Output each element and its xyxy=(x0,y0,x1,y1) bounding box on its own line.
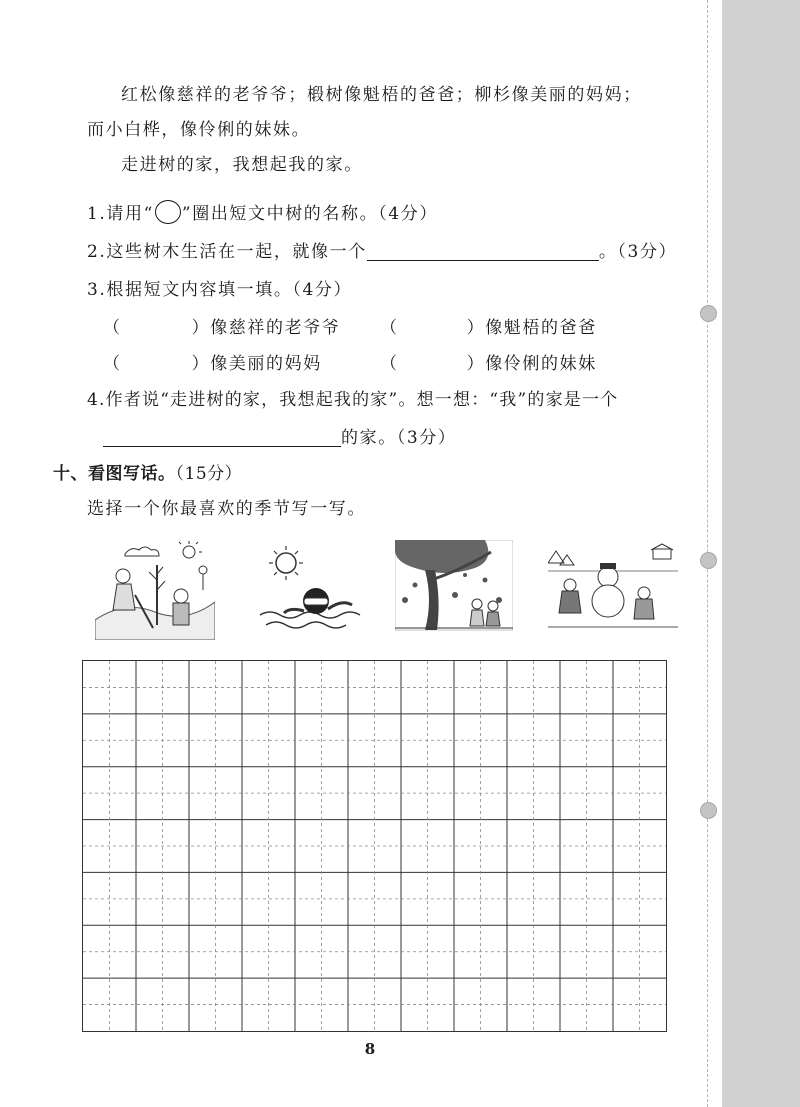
binding-hole-icon xyxy=(700,305,717,322)
question-1-prefix: 1.请用“ xyxy=(87,204,154,224)
question-2 xyxy=(87,240,677,264)
question-2-prefix: 2.这些树木生活在一起，就像一个 xyxy=(87,242,367,262)
section-10-heading xyxy=(53,462,242,486)
summer-swimming-picture-icon xyxy=(258,543,368,633)
question-3-item-c-open: （ xyxy=(103,354,122,374)
section-10-title: 十、看图写话。 xyxy=(53,464,176,484)
question-3-item-b-open: （ xyxy=(380,318,399,338)
question-2-answer-blank[interactable] xyxy=(367,242,599,261)
question-4-answer-blank[interactable] xyxy=(103,428,341,447)
question-3-item-d-open: （ xyxy=(380,354,399,374)
binding-hole-icon xyxy=(700,802,717,819)
winter-snowman-picture-icon xyxy=(548,543,678,633)
question-3: 3.根据短文内容填一填。（4分） xyxy=(87,280,353,300)
page-margin-sidebar xyxy=(722,0,800,1107)
passage-line-2: 而小白桦，像伶俐的妹妹。 xyxy=(87,120,311,140)
section-10-prompt: 选择一个你最喜欢的季节写一写。 xyxy=(87,499,366,519)
question-1 xyxy=(87,200,438,226)
passage-line-3: 走进树的家，我想起我的家。 xyxy=(121,155,363,175)
question-3-item-b xyxy=(380,316,597,340)
question-4-line-2 xyxy=(103,426,457,450)
question-3-item-a-text: ）像慈祥的老爷爷 xyxy=(191,318,341,338)
question-2-suffix: 。（3分） xyxy=(598,242,678,262)
question-3-item-d xyxy=(380,352,597,376)
binding-hole-icon xyxy=(700,552,717,569)
question-4-suffix: 的家。（3分） xyxy=(341,428,457,448)
question-3-item-a-open: （ xyxy=(103,318,122,338)
question-3-item-c-text: ）像美丽的妈妈 xyxy=(191,354,322,374)
section-10-score: （15分） xyxy=(175,464,243,484)
question-3-item-d-text: ）像伶俐的妹妹 xyxy=(466,354,597,374)
page-number: 8 xyxy=(364,1040,376,1058)
question-4-line-1: 4.作者说“走进树的家，我想起我的家”。想一想：“我”的家是一个 xyxy=(87,390,619,410)
autumn-falling-leaves-picture-icon xyxy=(395,540,513,635)
question-1-suffix: ”圈出短文中树的名称。（4分） xyxy=(181,204,438,224)
passage-line-1: 红松像慈祥的老爷爷；椴树像魁梧的爸爸；柳杉像美丽的妈妈； xyxy=(121,85,642,105)
circle-symbol-icon xyxy=(155,200,181,224)
question-3-item-c xyxy=(103,352,322,376)
question-3-item-b-text: ）像魁梧的爸爸 xyxy=(466,318,597,338)
spring-tree-planting-picture-icon xyxy=(95,540,215,640)
question-3-item-a xyxy=(103,316,340,340)
writing-grid[interactable] xyxy=(82,660,667,1032)
